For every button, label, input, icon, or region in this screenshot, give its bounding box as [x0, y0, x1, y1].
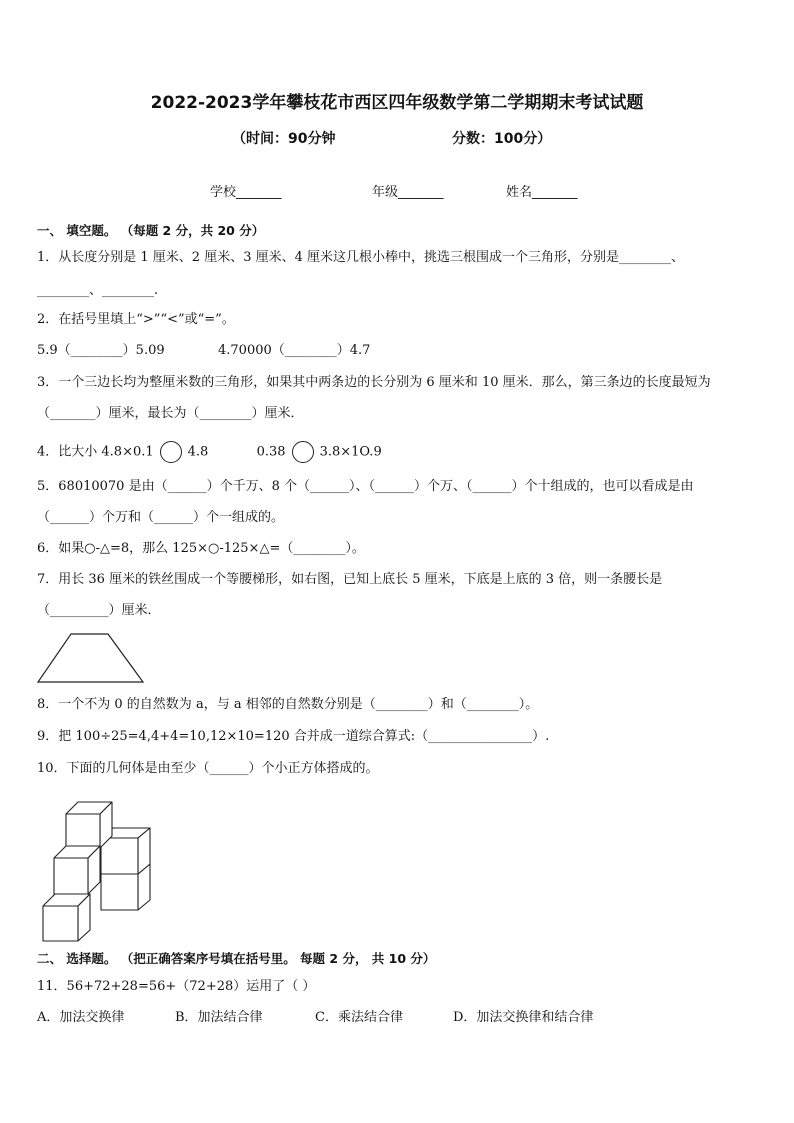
question-2-left: 5.9（________）5.09: [37, 343, 165, 358]
option-c[interactable]: C．乘法结合律: [315, 1010, 403, 1025]
question-2-right: 4.70000（________）4.7: [218, 343, 371, 358]
question-3-line-1: 3．一个三边长均为整厘米数的三角形，如果其中两条边的长分别为 6 厘米和 10 厘米．那么，第三条边的长度最短为: [37, 375, 711, 390]
question-9: 9．把 100÷25=4,4+4=10,12×10=120 合并成一道综合算式:（________________）.: [37, 729, 550, 744]
school-field: 学校_______: [210, 185, 282, 200]
question-1-line-2: ________、________.: [37, 283, 159, 298]
question-7-line-1: 7．用长 36 厘米的铁丝围成一个等腰梯形，如右图，已知上底长 5 厘米，下底是上底的 3 倍，则一条腰长是: [37, 572, 663, 587]
question-4-right-a: 0.38: [256, 444, 286, 460]
time-label: （时间：90分钟: [232, 131, 336, 147]
trapezoid-figure: [36, 632, 146, 684]
name-field: 姓名_______: [506, 185, 578, 200]
question-6: 6．如果○-△=8，那么 125×○-125×△=（________）。: [37, 541, 365, 556]
cube-stack-figure: [40, 796, 162, 944]
option-b[interactable]: B．加法结合律: [175, 1010, 263, 1025]
option-d[interactable]: D．加法交换律和结合律: [453, 1010, 594, 1025]
question-2-line-1: 2．在括号里填上“>”“<”或“=”。: [37, 312, 235, 327]
question-4-mid: 4.8: [187, 444, 209, 460]
question-5-line-1: 5．68010070 是由（______）个千万、8 个（______）、（______）个万、（______）个十组成的，也可以看成是由: [37, 479, 694, 494]
compare-circle-1[interactable]: [160, 441, 182, 463]
question-3-line-2: （_______）厘米，最长为（________）厘米．: [37, 406, 304, 421]
option-a[interactable]: A．加法交换律: [37, 1010, 125, 1025]
section-2-heading: 二、 选择题。 （把正确答案序号填在括号里。 每题 2 分， 共 10 分）: [37, 951, 436, 966]
section-1-heading: 一、 填空题。 （每题 2 分，共 20 分）: [37, 223, 265, 238]
grade-field: 年级_______: [372, 185, 444, 200]
question-10: 10．下面的几何体是由至少（______）个小正方体搭成的。: [37, 761, 379, 776]
question-8: 8．一个不为 0 的自然数为 a，与 a 相邻的自然数分别是（________）和（________）。: [37, 697, 539, 712]
question-4-right-b: 3.8×1O.9: [319, 444, 382, 460]
question-4-left: 4．比大小 4.8×0.1: [37, 444, 154, 460]
question-1-line-1: 1．从长度分别是 1 厘米、2 厘米、3 厘米、4 厘米这几根小棒中，挑选三根围成一个三角形，分别是________、: [37, 250, 685, 265]
question-7-line-2: （_________）厘米．: [37, 603, 161, 618]
question-5-line-2: （______）个万和（______）个一组成的。: [37, 510, 285, 525]
compare-circle-2[interactable]: [292, 441, 314, 463]
page-title: 2022-2023学年攀枝花市西区四年级数学第二学期期末考试试题: [150, 93, 644, 113]
question-4: [37, 441, 382, 463]
score-label: 分数：100分）: [452, 131, 552, 147]
question-11: 11．56+72+28=56+（72+28）运用了（ ）: [37, 979, 316, 994]
